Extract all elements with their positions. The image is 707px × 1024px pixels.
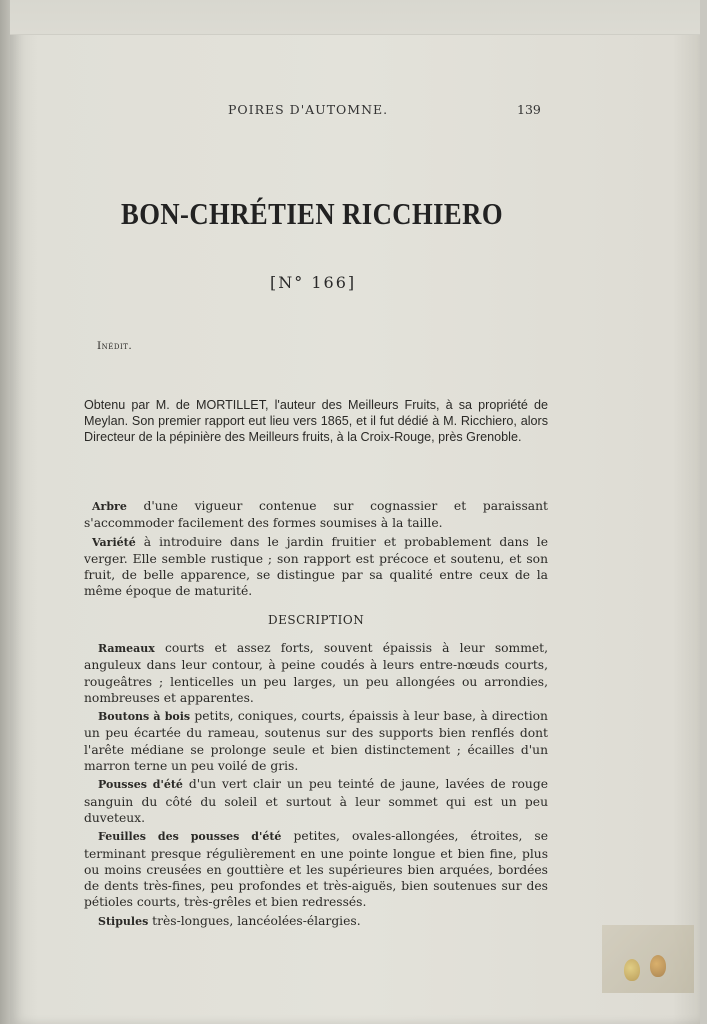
paragraph-feuilles <box>84 828 548 910</box>
running-header: POIRES D'AUTOMNE. <box>228 102 389 117</box>
pear-icon <box>650 955 666 977</box>
paragraph-boutons <box>84 708 548 774</box>
intro-text: Obtenu par M. de MORTILLET, l'auteur des Meilleurs Fruits, à sa propriété de Meylan. Son premier rapport eut lieu vers 1865, et il fut dédié à M. Ricchiero, alors Directeur de la pépinière des Meilleurs fruits, à la Croix-Rouge, près Grenoble. <box>84 398 548 444</box>
paragraph-text: d'un vert clair un peu teinté de jaune, lavées de rouge sanguin du côté du soleil et surtout à leur sommet qui est un peu duveteux. <box>84 777 548 825</box>
paragraph-text: très-longues, lancéolées-élargies. <box>148 913 361 928</box>
paragraph-rameaux <box>84 640 548 706</box>
paragraph-text: courts et assez forts, souvent épaissis à leur sommet, anguleux dans leur contour, à peine coudés à leurs entre-nœuds courts, rougeâtres ; lenticelles un peu larges, un peu allongées ou arrondies, nombreuses et apparentes. <box>84 641 548 705</box>
paragraph-stipules <box>84 913 548 930</box>
paragraph-variete <box>84 534 548 600</box>
status-label: Inédit. <box>97 340 133 352</box>
pear-icon <box>624 959 640 981</box>
paragraph-text: petits, coniques, courts, épaissis à leur base, à direction un peu écartée du rameau, soutenus sur des supports bien renflés dont l'arête médiane se prolonge seule et bien distinctement ; écailles d'un marron terne un peu voilé de gris. <box>84 709 548 774</box>
paragraph-text: petites, ovales-allongées, étroites, se terminant presque régulièrement en une pointe longue et bien fine, plus ou moins creusées en gouttière et les supérieures bien arquées, bordées de dents très-fines, peu profondes et très-aiguës, bien soutenues sur des pétioles courts, très-grêles et bien redressés. <box>84 829 548 910</box>
description-heading: DESCRIPTION <box>268 613 365 627</box>
lead-term: Pousses d'été <box>98 778 183 792</box>
paragraph-text: à introduire dans le jardin fruitier et probablement dans le verger. Elle semble rustique ; son rapport est précoce et soutenu, et son fruit, de belle apparence, se distingue par sa qualité entre ceux de la même époque de maturité. <box>84 534 548 599</box>
variety-number: [N° 166] <box>270 273 357 292</box>
description-section <box>84 640 548 930</box>
lead-term: Stipules <box>98 914 149 928</box>
page-number: 139 <box>517 102 541 117</box>
general-section <box>84 498 548 600</box>
paragraph-arbre <box>84 498 548 532</box>
lead-term: Arbre <box>92 500 127 513</box>
paragraph-text: d'une vigueur contenue sur cognassier et paraissant s'accommoder facilement des formes soumises à la taille. <box>84 499 548 531</box>
lead-term: Boutons à bois <box>98 710 191 724</box>
intro-paragraph <box>84 397 548 445</box>
page-title: BON-CHRÉTIEN RICCHIERO <box>120 196 504 231</box>
paragraph-pousses <box>84 776 548 826</box>
watermark-logo <box>602 925 694 993</box>
lead-term: Variété <box>92 535 136 549</box>
page-top-edge <box>10 0 700 35</box>
lead-term: Feuilles des pousses d'été <box>98 830 282 844</box>
lead-term: Rameaux <box>98 642 155 655</box>
